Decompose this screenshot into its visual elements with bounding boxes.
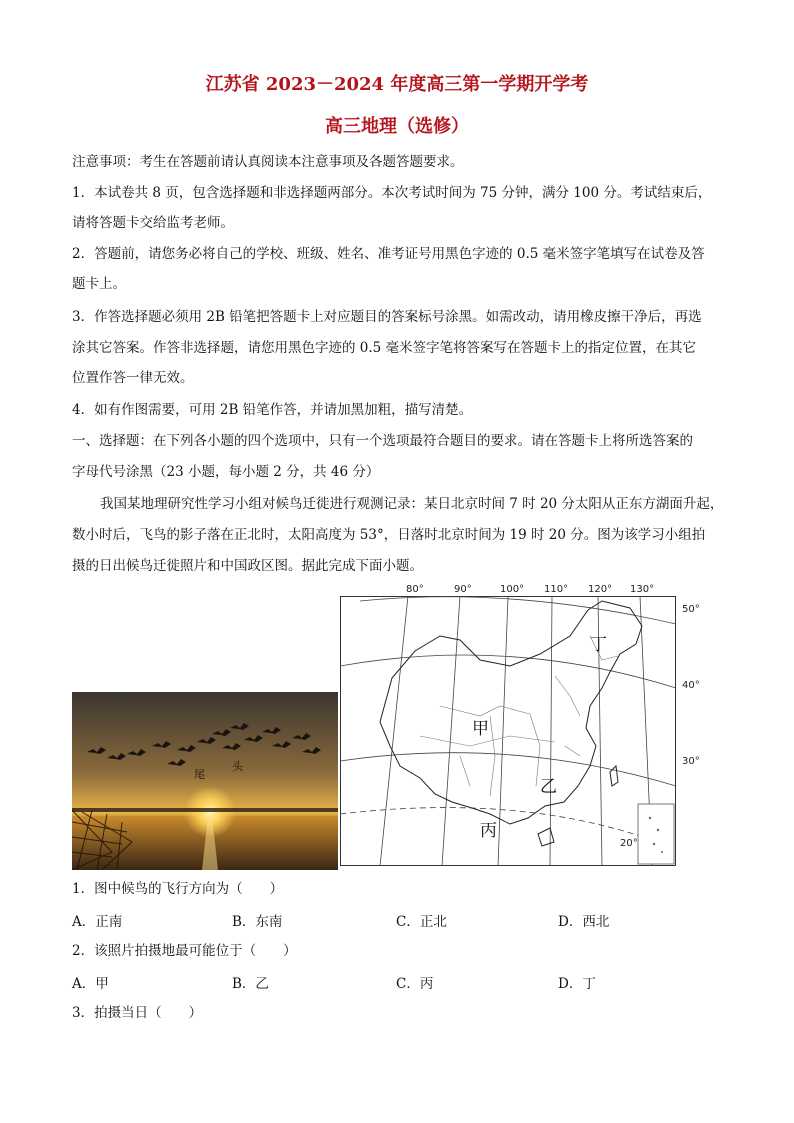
q2-option-a[interactable]: A．甲 — [72, 976, 109, 992]
passage-line-1: 我国某地理研究性学习小组对候鸟迁徙进行观测记录：某日北京时间 7 时 20 分太阳从正东方湖面升起， — [100, 496, 724, 512]
place-label-ding: 丁 — [590, 635, 607, 655]
notice-heading: 注意事项：考生在答题前请认真阅读本注意事项及各题答题要求。 — [72, 154, 464, 170]
question-2-options — [72, 972, 732, 992]
place-label-yi: 乙 — [540, 777, 557, 797]
lon-label-120: 120° — [588, 584, 613, 595]
notice-item-4: 4．如有作图需要，可用 2B 铅笔作答，并请加黑加粗，描写清楚。 — [72, 402, 473, 418]
question-1-stem: 1．图中候鸟的飞行方向为（ ） — [72, 881, 284, 897]
photo-label-head: 头 — [232, 760, 243, 773]
q1-option-d[interactable]: D．西北 — [558, 914, 610, 930]
q2-option-b[interactable]: B．乙 — [232, 976, 269, 992]
lon-label-100: 100° — [500, 584, 525, 595]
exam-subtitle: 高三地理（选修） — [325, 116, 469, 137]
q1-option-c[interactable]: C．正北 — [396, 914, 447, 930]
notice-item-3-line-1: 3．作答选择题必须用 2B 铅笔把答题卡上对应题目的答案标号涂黑。如需改动，请用橡皮擦干净后，再选 — [72, 309, 702, 325]
notice-item-1-line-1: 1．本试卷共 8 页，包含选择题和非选择题两部分。本次考试时间为 75 分钟，满分 100 分。考试结束后， — [72, 185, 712, 201]
place-label-jia: 甲 — [472, 719, 489, 739]
notice-item-3-line-2: 涂其它答案。作答非选择题，请您用黑色字迹的 0.5 毫米签字笔将答案写在答题卡上的指定位置，在其它 — [72, 340, 697, 356]
q2-option-d[interactable]: D．丁 — [558, 976, 596, 992]
notice-item-2-line-1: 2．答题前，请您务必将自己的学校、班级、姓名、准考证号用黑色字迹的 0.5 毫米签字笔填写在试卷及答 — [72, 246, 705, 262]
lon-label-130: 130° — [630, 584, 655, 595]
place-label-bing: 丙 — [480, 821, 497, 841]
question-3-stem: 3．拍摄当日（ ） — [72, 1005, 203, 1021]
question-2-stem: 2．该照片拍摄地最可能位于（ ） — [72, 943, 297, 959]
lat-label-40: 40° — [682, 680, 700, 691]
lon-label-90: 90° — [454, 584, 472, 595]
photo-label-tail: 尾 — [194, 768, 205, 781]
passage-line-2: 数小时后，飞鸟的影子落在正北时，太阳高度为 53°，日落时北京时间为 19 时 20 分。图为该学习小组拍 — [72, 527, 706, 543]
lon-label-110: 110° — [544, 584, 569, 595]
lat-label-50: 50° — [682, 604, 700, 615]
q2-option-c[interactable]: C．丙 — [396, 976, 434, 992]
question-1-options — [72, 910, 732, 930]
lat-label-30: 30° — [682, 756, 700, 767]
china-political-map — [340, 584, 700, 866]
bird-migration-photo — [72, 692, 338, 870]
notice-item-2-line-2: 题卡上。 — [72, 276, 126, 292]
section-1-heading-line-2: 字母代号涂黑（23 小题，每小题 2 分，共 46 分） — [72, 464, 380, 480]
section-1-heading-line-1: 一、选择题：在下列各小题的四个选项中，只有一个选项最符合题目的要求。请在答题卡上将所选答案的 — [72, 433, 693, 449]
q1-option-a[interactable]: A．正南 — [72, 914, 123, 930]
passage-line-3: 摄的日出候鸟迁徙照片和中国政区图。据此完成下面小题。 — [72, 558, 423, 574]
notice-item-3-line-3: 位置作答一律无效。 — [72, 370, 194, 386]
lat-label-20: 20° — [620, 838, 638, 849]
q1-option-b[interactable]: B．东南 — [232, 914, 283, 930]
lon-label-80: 80° — [406, 584, 424, 595]
notice-item-1-line-2: 请将答题卡交给监考老师。 — [72, 215, 234, 231]
exam-title: 江苏省 2023－2024 年度高三第一学期开学考 — [205, 74, 589, 95]
